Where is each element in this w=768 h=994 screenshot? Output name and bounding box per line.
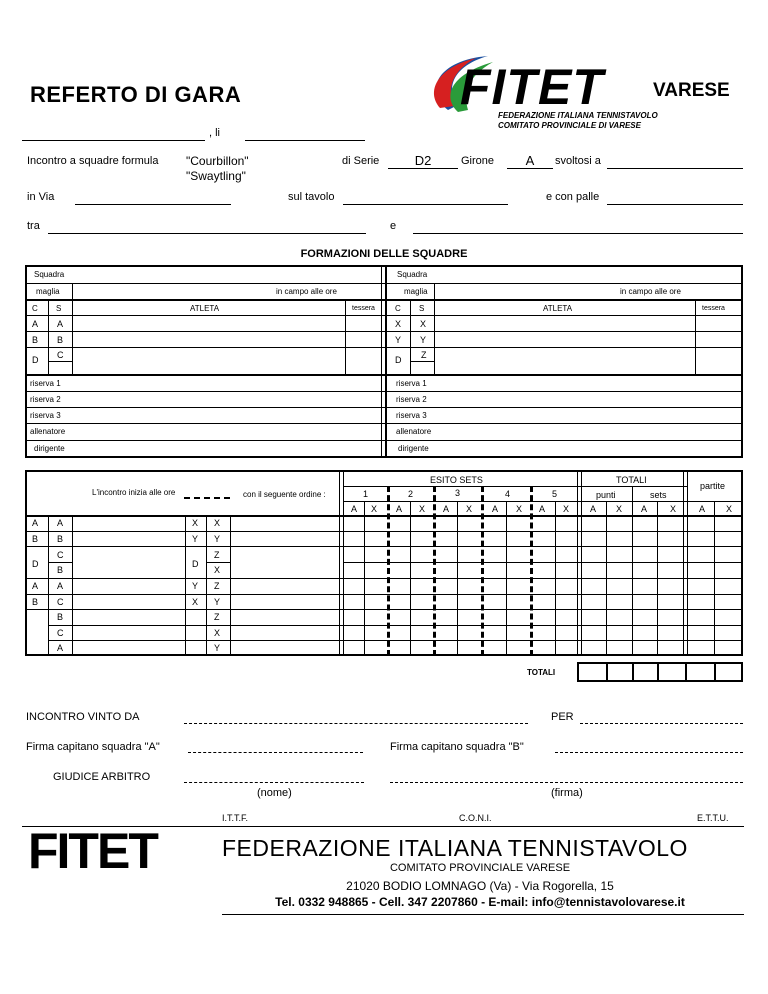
match-row-cell: C (57, 597, 64, 607)
svoltosi-label: svoltosi a (555, 155, 601, 167)
team-a-line[interactable] (48, 233, 366, 234)
riserva-3-a: riserva 3 (30, 411, 61, 420)
tra-label: tra (27, 220, 40, 232)
allenatore-b: allenatore (396, 427, 432, 436)
row-a-s: A (57, 319, 64, 329)
tessera-a: tessera (352, 305, 375, 312)
match-row-cell: A (32, 518, 39, 528)
match-row-cell: D (192, 559, 199, 569)
col-x-label: X (516, 504, 523, 514)
comitato-text: COMITATO PROVINCIALE VARESE (389, 862, 571, 874)
match-row-cell: B (57, 612, 64, 622)
svoltosi-line[interactable] (607, 168, 743, 169)
place-line[interactable] (22, 140, 205, 141)
team-b-line[interactable] (413, 233, 743, 234)
giudice-nome-line[interactable] (184, 782, 364, 783)
in-campo-label-a: in campo alle ore (276, 287, 337, 296)
col-a-label: A (396, 504, 403, 514)
match-row-cell: Y (192, 534, 199, 544)
match-row-cell: A (57, 643, 64, 653)
giudice-firma-line[interactable] (390, 782, 743, 783)
e-label: e (390, 220, 397, 232)
inizio-label: L'incontro inizia alle ore (92, 488, 176, 497)
match-row-cell: Y (214, 643, 221, 653)
row-y-c: Y (395, 335, 402, 345)
logo-line1: FEDERAZIONE ITALIANA TENNISTAVOLO (498, 111, 658, 120)
ordine-label: con il seguente ordine : (243, 490, 326, 499)
incontro-label: Incontro a squadre formula (27, 155, 159, 167)
dirigente-b: dirigente (398, 444, 429, 453)
match-row-cell: Z (214, 550, 220, 560)
federazione-text: FEDERAZIONE ITALIANA TENNISTAVOLO (222, 835, 688, 861)
col-a-label: A (699, 504, 706, 514)
col-x-label: X (371, 504, 378, 514)
partite-label: partite (700, 481, 726, 491)
firma-a-label: Firma capitano squadra "A" (26, 741, 160, 753)
firma-label: (firma) (551, 787, 583, 799)
set-4: 4 (505, 489, 511, 499)
via-line[interactable] (75, 204, 231, 205)
squadra-label-b: Squadra (397, 270, 428, 279)
riserva-1-a: riserva 1 (30, 379, 61, 388)
riserva-1-b: riserva 1 (396, 379, 427, 388)
set-1: 1 (363, 489, 369, 499)
col-s-a: S (56, 304, 62, 313)
match-row-cell: Z (214, 581, 220, 591)
col-x-label: X (616, 504, 623, 514)
row-x-c: X (395, 319, 402, 329)
maglia-label-a: maglia (36, 287, 60, 296)
row-b-c: B (32, 335, 39, 345)
match-row-cell: Y (192, 581, 199, 591)
match-table (25, 470, 743, 656)
giudice-label: GIUDICE ARBITRO (53, 771, 151, 783)
match-row-cell: Y (214, 534, 221, 544)
page-title: REFERTO DI GARA (30, 82, 242, 107)
tavolo-line[interactable] (343, 204, 508, 205)
row-y-s: Y (420, 335, 427, 345)
match-row-cell: B (57, 565, 64, 575)
maglia-label-b: maglia (404, 287, 428, 296)
match-row-cell: Z (214, 612, 220, 622)
match-row-cell: A (32, 581, 39, 591)
row-z-s: Z (421, 350, 427, 360)
firma-b-label: Firma capitano squadra "B" (390, 741, 524, 753)
match-row-cell: X (214, 565, 221, 575)
row-d2-c: D (395, 355, 402, 365)
match-row-cell: Y (214, 597, 221, 607)
girone-label: Girone (461, 155, 495, 167)
col-x-label: X (726, 504, 733, 514)
match-row-cell: X (192, 597, 199, 607)
start-time-line[interactable] (184, 497, 230, 499)
sets-label: sets (650, 490, 667, 500)
col-a-label: A (539, 504, 546, 514)
col-a-label: A (443, 504, 450, 514)
col-x-label: X (466, 504, 473, 514)
in-campo-label-b: in campo alle ore (620, 287, 681, 296)
ettu-label: E.T.T.U. (697, 813, 729, 823)
logo-city: VARESE (653, 80, 730, 101)
address-text: 21020 BODIO LOMNAGO (Va) - Via Rogorella, 15 (346, 879, 614, 893)
row-d-c: D (32, 355, 39, 365)
tessera-b: tessera (702, 305, 725, 312)
match-row-cell: C (57, 550, 64, 560)
col-c-a: C (32, 304, 38, 313)
li-label: , li (209, 127, 220, 139)
totali-row (577, 662, 743, 682)
riserva-2-b: riserva 2 (396, 395, 427, 404)
fitet-bottom-logo: FITET (28, 823, 157, 879)
date-line[interactable] (245, 140, 365, 141)
match-row-cell: X (192, 518, 199, 528)
totali-label: TOTALI (527, 668, 556, 677)
logo-brand: FITET (460, 59, 604, 115)
esito-sets-label: ESITO SETS (430, 475, 483, 485)
via-label: in Via (27, 191, 55, 203)
firma-a-line[interactable] (188, 752, 363, 753)
tavolo-label: sul tavolo (288, 191, 335, 203)
col-a-label: A (492, 504, 499, 514)
col-a-label: A (590, 504, 597, 514)
match-row-cell: B (32, 534, 39, 544)
match-row-cell: B (57, 534, 64, 544)
match-row-cell: D (32, 559, 39, 569)
col-a-label: A (641, 504, 648, 514)
vinto-line[interactable] (184, 723, 528, 724)
serie-label: di Serie (342, 155, 380, 167)
col-x-label: X (670, 504, 677, 514)
match-row-cell: X (214, 628, 221, 638)
ittf-label: I.T.T.F. (222, 813, 249, 823)
totali-head: TOTALI (616, 475, 647, 485)
per-label: PER (551, 711, 574, 723)
punti-label: punti (596, 490, 616, 500)
match-row-cell: C (57, 628, 64, 638)
row-x-s: X (420, 319, 427, 329)
serie-value[interactable]: D2 (414, 153, 432, 168)
formazioni-title: FORMAZIONI DELLE SQUADRE (300, 248, 468, 260)
allenatore-a: allenatore (30, 427, 66, 436)
match-row-cell: B (32, 597, 39, 607)
match-row-cell: A (57, 581, 64, 591)
set-3: 3 (455, 488, 461, 498)
col-x-label: X (419, 504, 426, 514)
riserva-2-a: riserva 2 (30, 395, 61, 404)
row-b-s: B (57, 335, 64, 345)
col-s-b: S (419, 304, 425, 313)
squadra-label-a: Squadra (34, 270, 65, 279)
dirigente-a: dirigente (34, 444, 65, 453)
coni-label: C.O.N.I. (459, 813, 492, 823)
riserva-3-b: riserva 3 (396, 411, 427, 420)
palle-line[interactable] (607, 204, 743, 205)
col-c-b: C (395, 304, 401, 313)
row-d-s: C (57, 350, 64, 360)
row-a-c: A (32, 319, 39, 329)
match-row-cell: A (57, 518, 64, 528)
palle-label: e con palle (546, 191, 600, 203)
atleta-b: ATLETA (543, 304, 573, 313)
set-2: 2 (408, 489, 414, 499)
nome-label: (nome) (257, 787, 292, 799)
girone-value[interactable]: A (525, 153, 535, 168)
col-x-label: X (563, 504, 570, 514)
col-a-label: A (351, 504, 358, 514)
atleta-a: ATLETA (190, 304, 220, 313)
fitet-logo (418, 50, 748, 140)
contacts-text: Tel. 0332 948865 - Cell. 347 2207860 - E-mail: info@tennistavolovarese.it (275, 895, 685, 909)
set-5: 5 (552, 489, 558, 499)
logo-line2: COMITATO PROVINCIALE DI VARESE (498, 121, 641, 130)
vinto-label: INCONTRO VINTO DA (26, 711, 140, 723)
firma-b-line[interactable] (555, 752, 743, 753)
formula-value: "Courbillon" "Swaytling" (186, 154, 249, 183)
match-row-cell: X (214, 518, 221, 528)
per-line[interactable] (580, 723, 743, 724)
